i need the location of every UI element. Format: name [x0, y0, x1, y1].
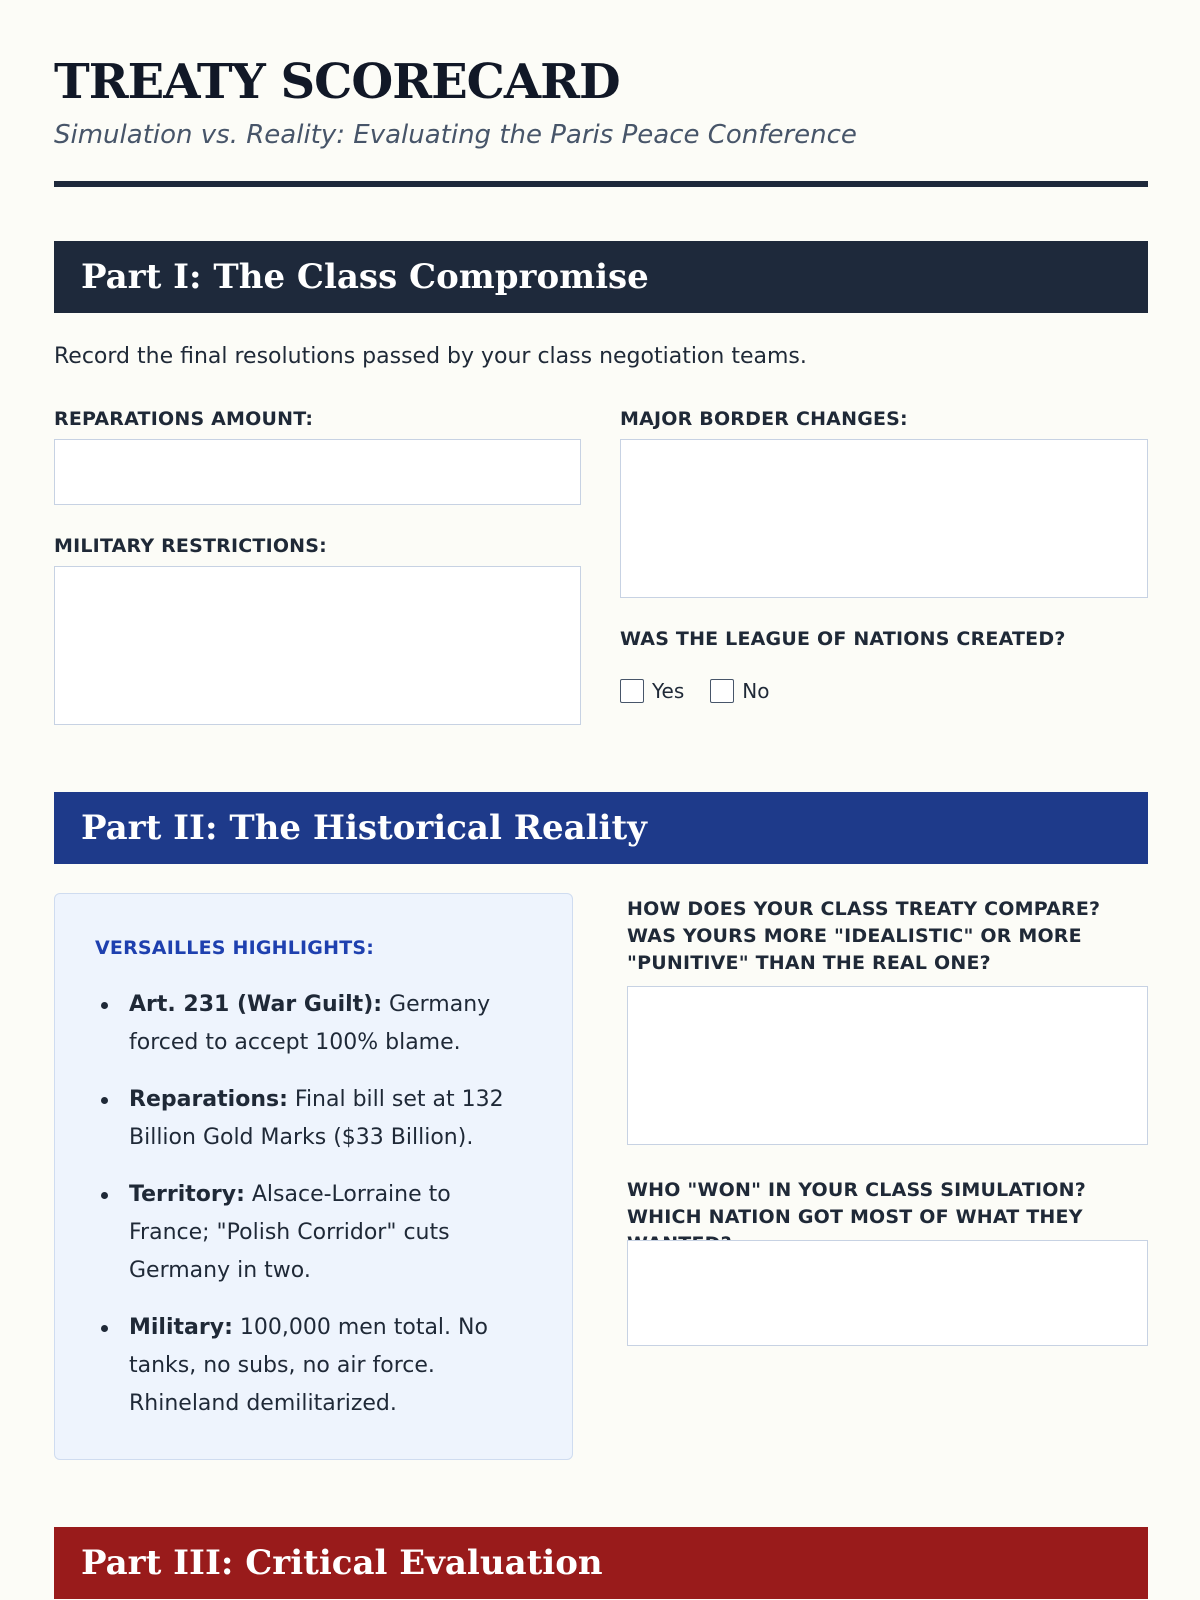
no-checkbox[interactable]: [710, 679, 734, 703]
yes-label: Yes: [652, 679, 685, 703]
highlights-label: VERSAILLES HIGHLIGHTS:: [95, 937, 375, 959]
winner-answer-input[interactable]: [627, 1240, 1148, 1346]
no-option[interactable]: [710, 679, 769, 703]
section-heading-part-1: Part I: The Class Compromise: [54, 241, 1148, 313]
highlight-heading: Territory:: [129, 1182, 245, 1207]
military-restrictions-label: MILITARY RESTRICTIONS:: [54, 535, 327, 557]
league-question-label: WAS THE LEAGUE OF NATIONS CREATED?: [620, 628, 1066, 650]
list-item: [95, 1176, 535, 1290]
highlight-text: Final bill set at 132 Billion Gold Marks ($33 Billion).: [129, 1087, 504, 1150]
list-item: [95, 1081, 535, 1157]
list-item: [95, 1309, 535, 1423]
highlight-heading: Art. 231 (War Guilt):: [129, 992, 383, 1017]
reparations-label: REPARATIONS AMOUNT:: [54, 408, 314, 430]
winner-question-label: WHO "WON" IN YOUR CLASS SIMULATION? WHICH NATION GOT MOST OF WHAT THEY: [627, 1179, 1086, 1228]
part-1-instructions: Record the final resolutions passed by your class negotiation teams.: [54, 344, 807, 369]
league-answer-options: [620, 679, 796, 703]
highlight-text: Alsace-Lorraine to France; "Polish Corridor" cuts Germany in two.: [129, 1182, 451, 1283]
list-item: [95, 986, 535, 1062]
yes-checkbox[interactable]: [620, 679, 644, 703]
reparations-input[interactable]: [54, 439, 581, 505]
comparison-answer-input[interactable]: [627, 986, 1148, 1145]
military-restrictions-input[interactable]: [54, 566, 581, 725]
versailles-highlights-card: [54, 893, 573, 1460]
highlights-list: [95, 986, 535, 1442]
page-subtitle: Simulation vs. Reality: Evaluating the Paris Peace Conference: [54, 120, 857, 150]
highlight-heading: Reparations:: [129, 1087, 288, 1112]
title-divider: [54, 181, 1148, 187]
no-label: No: [742, 679, 770, 703]
page-title: TREATY SCORECARD: [54, 54, 620, 110]
highlight-heading: Military:: [129, 1315, 233, 1340]
border-changes-input[interactable]: [620, 439, 1148, 598]
section-heading-part-3: Part III: Critical Evaluation: [54, 1527, 1148, 1599]
highlight-text: Germany forced to accept 100% blame.: [129, 992, 491, 1055]
border-changes-label: MAJOR BORDER CHANGES:: [620, 408, 908, 430]
highlight-text: 100,000 men total. No tanks, no subs, no air force. Rhineland demilitarized.: [129, 1315, 488, 1416]
yes-option[interactable]: [620, 679, 684, 703]
comparison-question-label: HOW DOES YOUR CLASS TREATY COMPARE? WAS YOURS MORE "IDEALISTIC" OR MORE "PUNITIVE" THAN THE REAL ONE?: [627, 898, 1101, 974]
section-heading-part-2: Part II: The Historical Reality: [54, 792, 1148, 864]
